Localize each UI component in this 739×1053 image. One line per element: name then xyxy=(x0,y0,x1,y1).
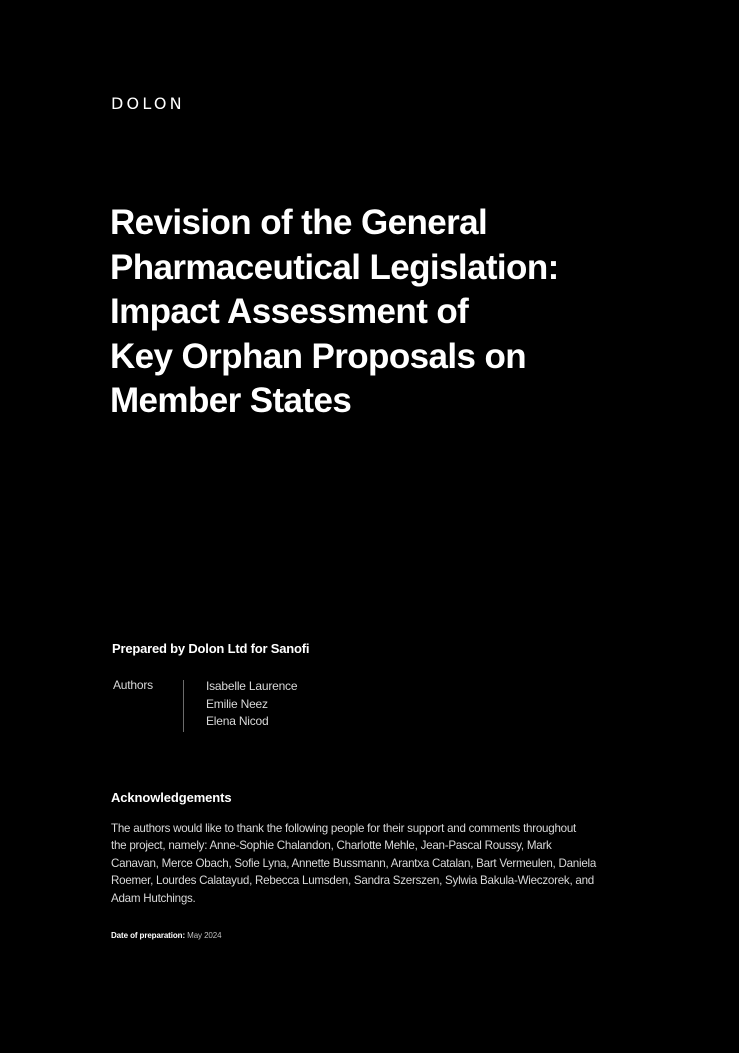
title-line: Pharmaceutical Legislation: xyxy=(110,247,559,287)
author-name: Elena Nicod xyxy=(206,714,269,728)
author-name: Isabelle Laurence xyxy=(206,679,298,693)
date-label: Date of preparation: xyxy=(111,931,186,940)
authors-list xyxy=(206,678,297,731)
acknowledgements-line: Canavan, Merce Obach, Sofie Lyna, Annette Bussmann, Arantxa Catalan, Bart Vermeulen, Daniela xyxy=(111,856,597,870)
date-value: May 2024 xyxy=(187,931,222,940)
acknowledgements-text xyxy=(111,820,626,907)
acknowledgements-line: Roemer, Lourdes Calatayud, Rebecca Lumsden, Sandra Szerszen, Sylwia Bakula-Wieczorek, and xyxy=(111,874,594,888)
title-line: Impact Assessment of xyxy=(110,292,469,331)
acknowledgements-line: Adam Hutchings. xyxy=(111,891,196,905)
author-name: Emilie Neez xyxy=(206,696,268,711)
dolon-logo: DOLON xyxy=(111,94,185,113)
prepared-by: Prepared by Dolon Ltd for Sanofi xyxy=(112,641,310,656)
acknowledgements-heading: Acknowledgements xyxy=(111,790,232,805)
date-of-preparation xyxy=(111,931,221,940)
title-line: Revision of the General xyxy=(110,203,488,242)
acknowledgements-line: the project, namely: Anne-Sophie Chalandon, Charlotte Mehle, Jean-Pascal Roussy, Mark xyxy=(111,839,552,853)
authors-divider xyxy=(183,680,184,732)
document-title xyxy=(110,201,670,424)
acknowledgements-line: The authors would like to thank the following people for their support and comments throughout xyxy=(111,822,577,835)
title-line: Key Orphan Proposals on xyxy=(110,336,527,376)
title-line: Member States xyxy=(110,381,352,420)
authors-label: Authors xyxy=(113,678,153,692)
